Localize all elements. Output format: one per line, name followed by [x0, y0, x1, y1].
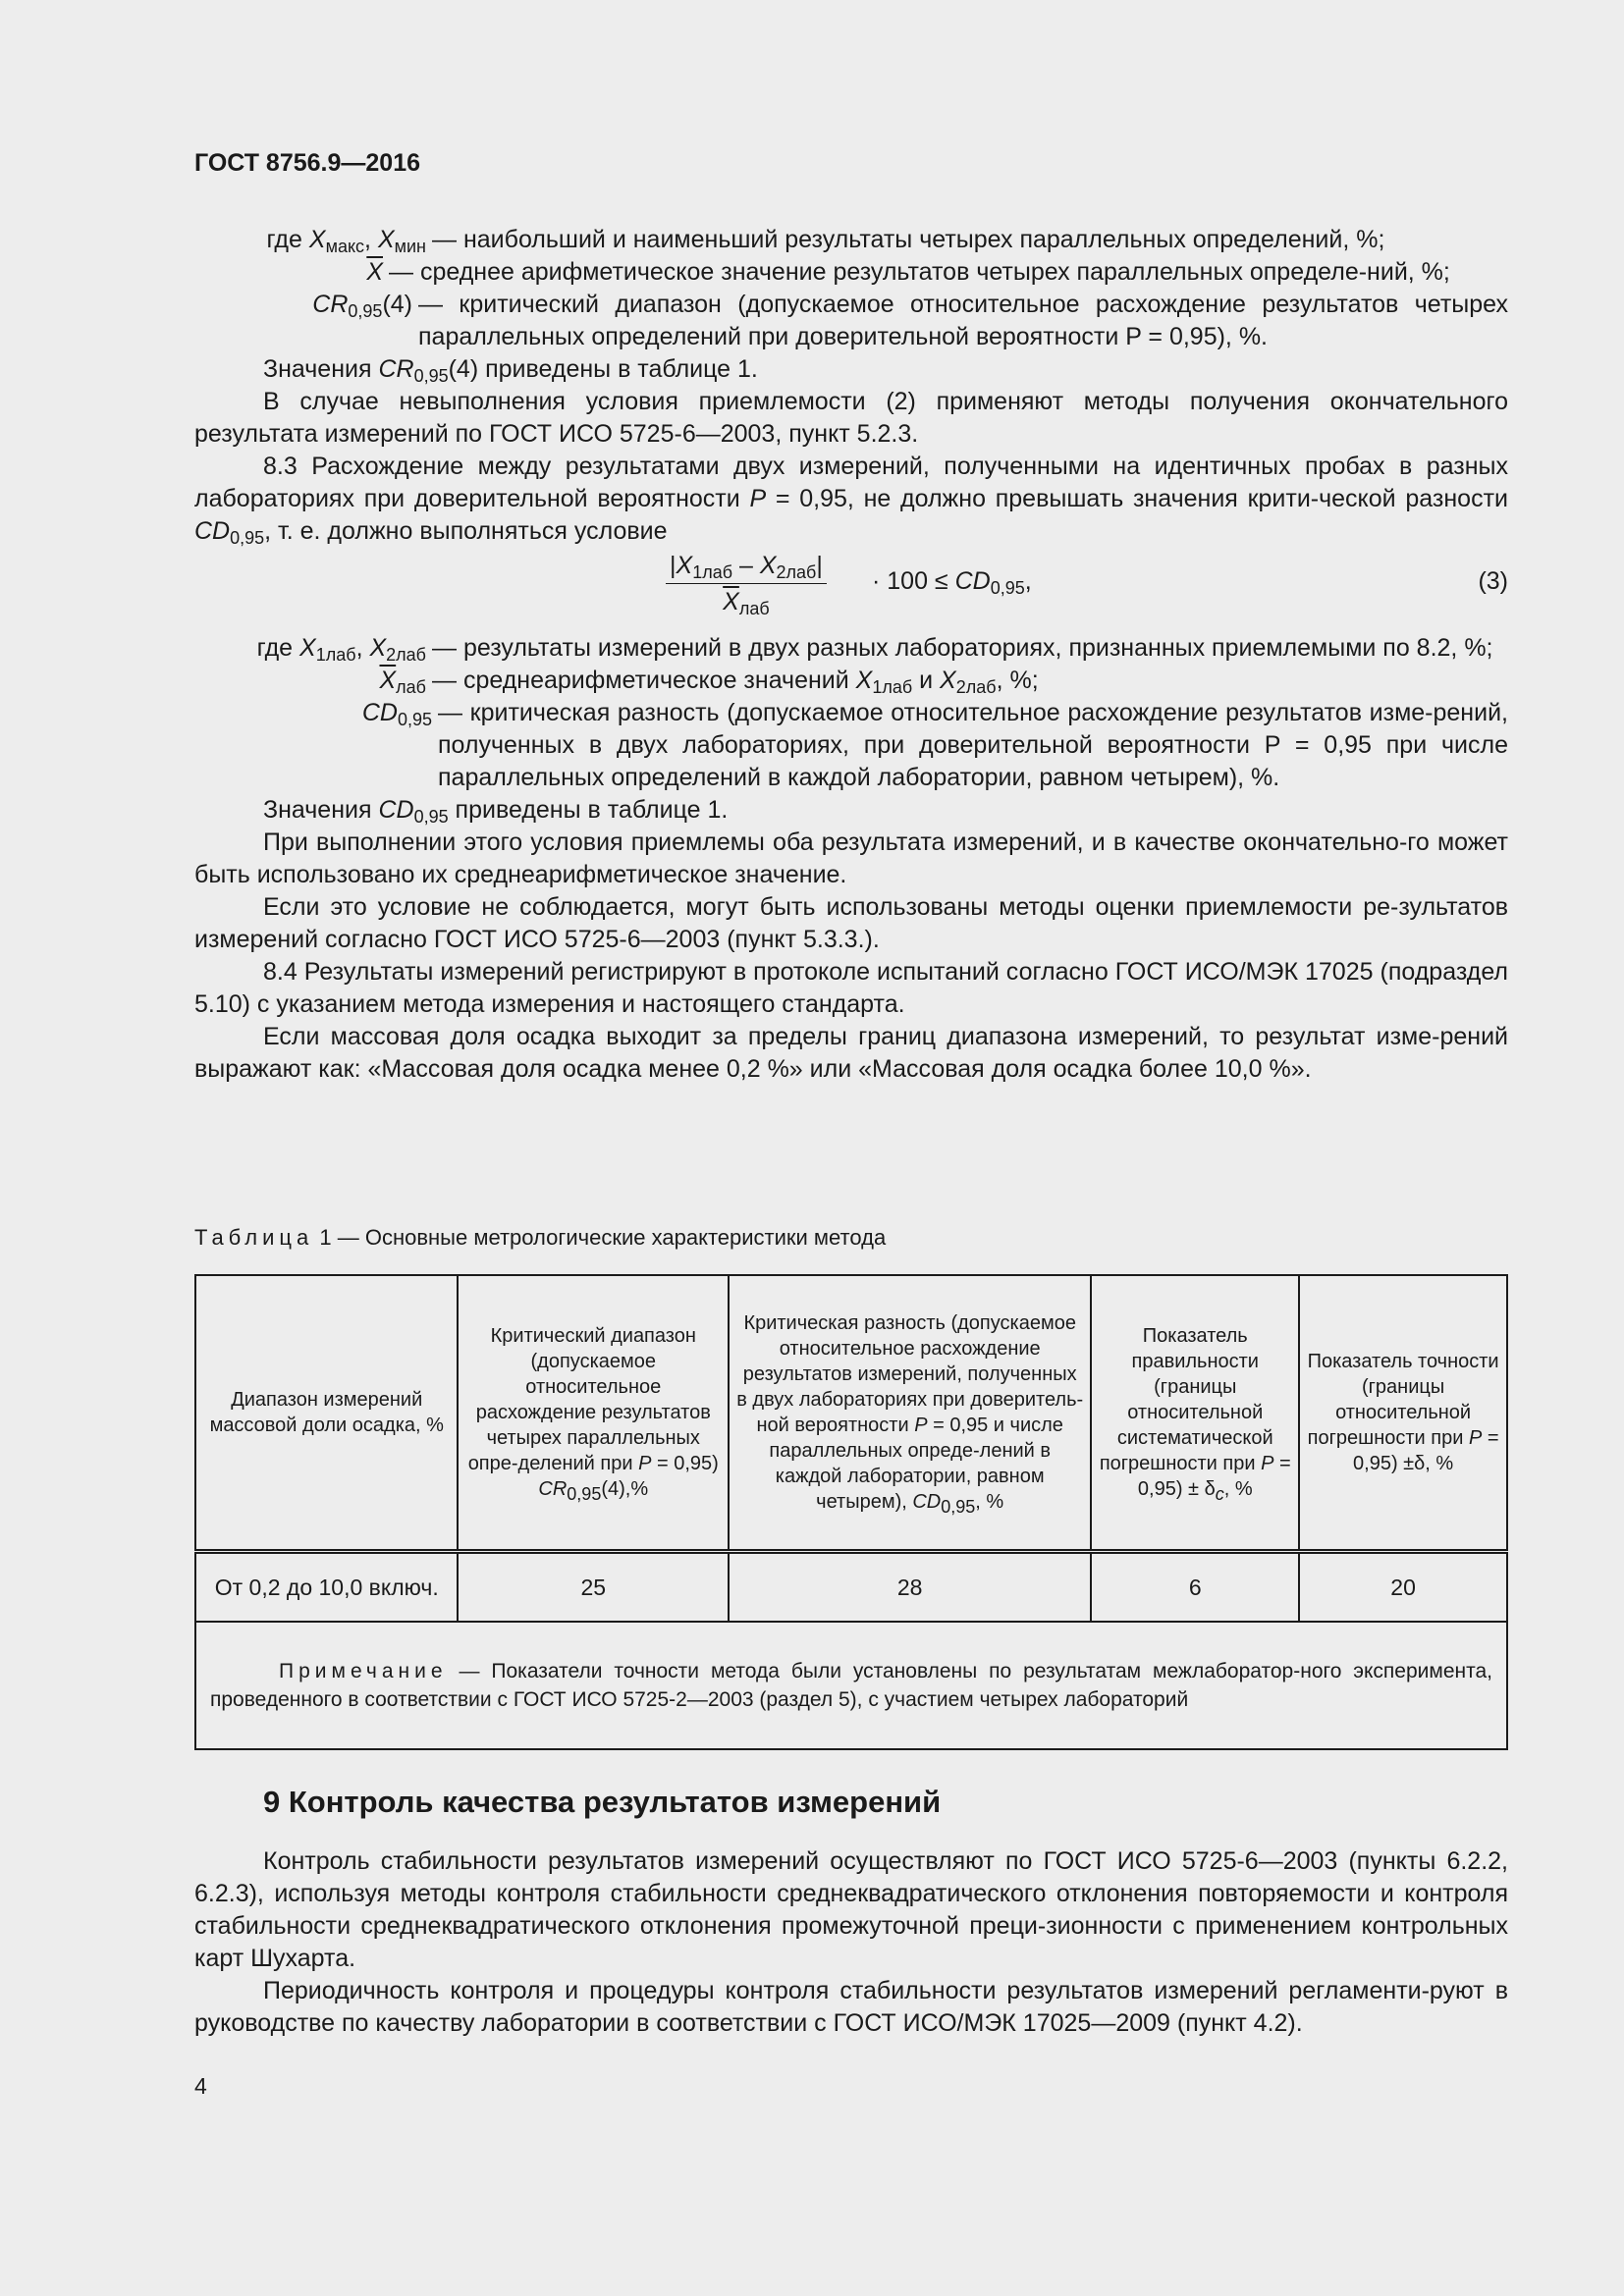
legend-row-xmean: $\overline{X}$ — среднее арифметическое значение результатов четырех параллельных определе-ний, %;	[366, 258, 1450, 286]
paragraph-acceptance: В случае невыполнения условия приемлемости (2) применяют методы получения окончательного результата измерений по ГОСТ ИСО 5725-6—2003, пункт 5.2.3.	[194, 388, 1508, 448]
cell-trueness: 6	[1091, 1552, 1299, 1623]
paragraph-out-of-range: Если массовая доля осадка выходит за пределы границ диапазона измерений, то результат изме-рений выражают как: «Массовая доля осадка менее 0,2 %» или «Массовая доля осадка более 10,0 %».	[194, 1023, 1508, 1083]
paragraph-8-3: 8.3 Расхождение между результатами двух измерений, полученными на идентичных пробах в разных лабораториях при доверительной вероятности P = 0,95, не должно превышать значения крити-ческой разности $CD_{0,95}$, т. е. должно выполняться условие	[194, 453, 1508, 548]
table-row	[195, 1552, 1507, 1623]
legend-row-x1-x2: где $X_{1лаб}$, $X_{2лаб}$ — результаты измерений в двух разных лабораториях, признанных приемлемыми по 8.2, %;	[256, 634, 1493, 665]
table-note: Примечание — Показатели точности метода были установлены по результатам межлаборатор-ного эксперимента, проведенного в соответствии с ГОСТ ИСО 5725-2—2003 (раздел 5), с участием четырех лабораторий	[195, 1622, 1507, 1749]
formula-3: $|X_{1лаб} - X_{2лаб}|$ $\overline{X}_{лаб}$ · $100 \le CD_{0,95}$, (3)	[194, 548, 1508, 624]
page-number: 4	[194, 2073, 207, 2099]
legend-row-xmax-xmin: где $X_{макс}$, $X_{мин}$ — наибольший и наименьший результаты четырех параллельных определений, %;	[266, 226, 1385, 256]
cell-cr: 25	[458, 1552, 729, 1623]
paragraph-cd-values: Значения $CD_{0,95}$ приведены в таблице 1.	[263, 796, 729, 827]
paragraph-stability-control: Контроль стабильности результатов измерений осуществляют по ГОСТ ИСО 5725-6—2003 (пункты 6.2.2, 6.2.3), используя методы контроля стабильности среднеквадратического отклонения повторяемости и контроля стабильности среднеквадратического отклонения промежуточной преци-зионности с применением контрольных карт Шухарта.	[194, 1847, 1508, 1972]
header-trueness: Показатель правильности (границы относительной систематической погрешности при $P = 0,95) \pm \delta_c$, %	[1091, 1275, 1299, 1552]
table-header-row	[195, 1275, 1507, 1552]
legend-row-cr: $CR_{0,95}(4)$ — критический диапазон (допускаемое относительное расхождение результатов четырех параллельных определений при доверительной вероятности P = 0,95), %.	[312, 291, 1508, 350]
header-critical-range: Критический диапазон (допускаемое относительное расхождение результатов четырех параллельных опре-делений при P = 0,95) $CR_{0,95}(4),\%$	[458, 1275, 729, 1552]
formula-number: (3)	[1478, 567, 1508, 595]
table-caption: Таблица 1 — Основные метрологические характеристики метода	[194, 1225, 887, 1250]
header-range: Диапазон измерений массовой доли осадка, %	[195, 1275, 458, 1552]
section-9-heading: 9 Контроль качества результатов измерений	[263, 1785, 942, 1819]
paragraph-cr-values: Значения $CR_{0,95}(4)$ приведены в таблице 1.	[263, 355, 758, 386]
legend-row-cd: $CD_{0,95}$ — критическая разность (допускаемое относительное расхождение результатов изме-рений, полученных в двух лабораториях, при доверительной вероятности P = 0,95 при числе параллельных определений в каждой лаборатории, равном четырем), %.	[361, 699, 1508, 791]
paragraph-8-4: 8.4 Результаты измерений регистрируют в протоколе испытаний согласно ГОСТ ИСО/МЭК 17025 (подраздел 5.10) с указанием метода измерения и настоящего стандарта.	[194, 958, 1508, 1018]
table-note-row	[195, 1622, 1507, 1749]
body-text-top	[194, 224, 1508, 1086]
paragraph-periodicity: Периодичность контроля и процедуры контроля стабильности результатов измерений регламенти-руют в руководстве по качеству лаборатории в соответствии с ГОСТ ИСО/МЭК 17025—2009 (пункт 4.2).	[194, 1977, 1508, 2037]
paragraph-not-satisfied: Если это условие не соблюдается, могут быть использованы методы оценки приемлемости ре-зультатов измерений согласно ГОСТ ИСО 5725-6—2003 (пункт 5.3.3.).	[194, 893, 1508, 953]
metrology-table	[194, 1274, 1508, 1750]
cell-accuracy: 20	[1299, 1552, 1507, 1623]
formula-fraction: $|X_{1лаб} - X_{2лаб}|$ $\overline{X}_{лаб}$	[666, 550, 827, 618]
header-accuracy: Показатель точности (границы относительной погрешности при P = 0,95) ±δ, %	[1299, 1275, 1507, 1552]
legend-row-xlab: $\overline{X}_{лаб}$ — среднеарифметическое значений $X_{1лаб}$ и $X_{2лаб}$, %;	[379, 667, 1039, 697]
cell-range: От 0,2 до 10,0 включ.	[195, 1552, 458, 1623]
header-critical-difference: Критическая разность (допускаемое относительное расхождение результатов измерений, полученных в двух лабораториях при доверитель-ной вероятности P = 0,95 и числе параллельных опреде-лений в каждой лаборатории, равном четырем), $CD_{0,95}$, %	[729, 1275, 1091, 1552]
section-9-body	[194, 1845, 1508, 2040]
document-header: ГОСТ 8756.9—2016	[194, 149, 421, 177]
paragraph-both-acceptable: При выполнении этого условия приемлемы оба результата измерений, и в качестве окончательно-го может быть использовано их среднеарифметическое значение.	[194, 828, 1508, 888]
cell-cd: 28	[729, 1552, 1091, 1623]
